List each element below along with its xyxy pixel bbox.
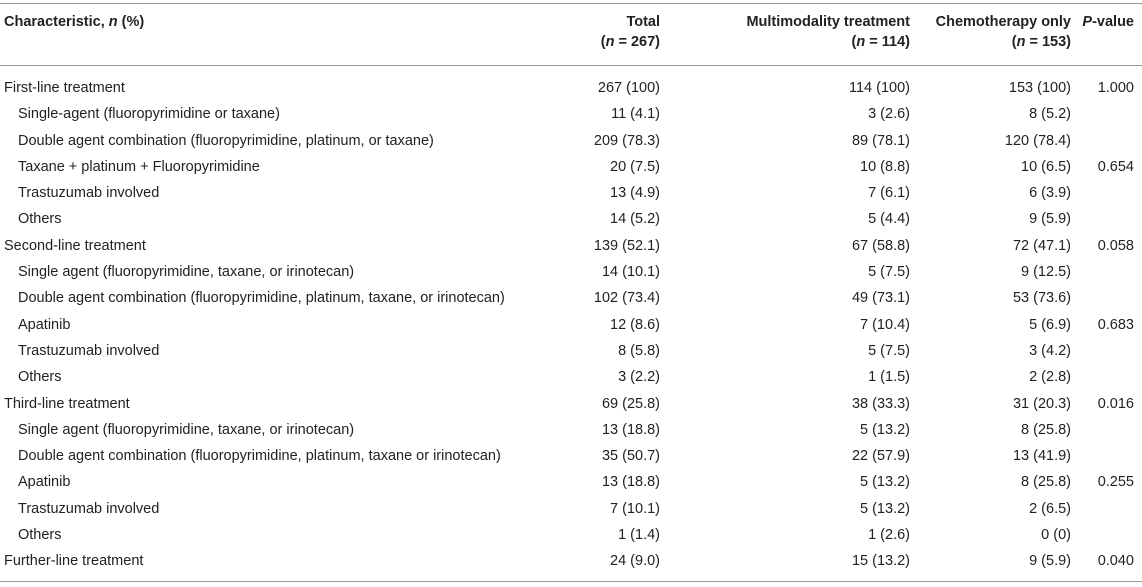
row-p-value: 0.683 — [1097, 316, 1134, 333]
table-body — [0, 75, 1142, 575]
row-label: Single-agent (fluoropyrimidine or taxane) — [18, 106, 280, 123]
row-label: Third-line treatment — [4, 395, 130, 412]
row-label: Single agent (fluoropyrimidine, taxane, or irinotecan) — [18, 421, 355, 438]
row-chemotherapy: 13 (41.9) — [1012, 448, 1071, 465]
row-total: 102 (73.4) — [593, 290, 660, 307]
header-chemotherapy-n: (n = 153) — [1011, 34, 1071, 50]
row-chemotherapy: 8 (25.8) — [1021, 421, 1071, 438]
row-chemotherapy: 2 (6.5) — [1029, 500, 1071, 517]
row-label: Single agent (fluoropyrimidine, taxane, or irinotecan) — [18, 264, 355, 281]
row-chemotherapy: 8 (25.8) — [1021, 474, 1071, 491]
row-chemotherapy: 5 (6.9) — [1029, 316, 1071, 333]
row-label: Apatinib — [18, 316, 71, 333]
header-multimodality-n: (n = 114) — [851, 34, 910, 50]
row-multimodality: 22 (57.9) — [851, 448, 910, 465]
header-multimodality — [720, 12, 910, 52]
table-row — [0, 522, 1142, 548]
row-chemotherapy: 2 (2.8) — [1029, 369, 1071, 386]
row-chemotherapy: 10 (6.5) — [1021, 158, 1071, 175]
row-total: 14 (5.2) — [610, 211, 660, 228]
row-label: Second-line treatment — [4, 237, 146, 254]
row-chemotherapy: 72 (47.1) — [1012, 237, 1071, 254]
row-total: 24 (9.0) — [610, 553, 660, 570]
row-chemotherapy: 153 (100) — [1008, 80, 1071, 96]
row-chemotherapy: 9 (5.9) — [1029, 211, 1071, 228]
row-total: 35 (50.7) — [601, 448, 660, 465]
row-total: 139 (52.1) — [593, 237, 660, 254]
row-total: 11 (4.1) — [611, 106, 660, 123]
row-label: Others — [18, 211, 62, 228]
row-total: 267 (100) — [597, 80, 660, 96]
row-label: Double agent combination (fluoropyrimidine, platinum, or taxane) — [18, 132, 434, 149]
row-multimodality: 5 (13.2) — [860, 500, 910, 517]
row-multimodality: 5 (4.4) — [868, 211, 910, 228]
row-total: 3 (2.2) — [618, 369, 660, 386]
table-row — [0, 338, 1142, 364]
row-label: Apatinib — [18, 474, 71, 491]
row-multimodality: 7 (10.4) — [860, 316, 910, 333]
row-p-value: 0.016 — [1097, 395, 1134, 412]
table-row — [0, 443, 1142, 469]
row-label: Trastuzumab involved — [18, 342, 160, 359]
row-multimodality: 3 (2.6) — [868, 106, 910, 123]
table-row — [0, 496, 1142, 522]
header-characteristic-n: n — [108, 14, 118, 30]
table-row — [0, 312, 1142, 338]
row-chemotherapy: 120 (78.4) — [1004, 132, 1071, 149]
row-chemotherapy: 9 (12.5) — [1021, 264, 1071, 281]
row-label: Trastuzumab involved — [18, 500, 160, 517]
row-label: Double agent combination (fluoropyrimidine, platinum, taxane, or irinotecan) — [18, 290, 505, 307]
row-multimodality: 10 (8.8) — [860, 158, 910, 175]
row-p-value: 1.000 — [1097, 80, 1134, 96]
row-label: Trastuzumab involved — [18, 185, 160, 202]
row-multimodality: 89 (78.1) — [851, 132, 910, 149]
row-label: Others — [18, 527, 62, 544]
header-total — [560, 12, 660, 52]
row-label: Further-line treatment — [4, 553, 144, 570]
row-total: 209 (78.3) — [593, 132, 660, 149]
row-total: 7 (10.1) — [610, 500, 660, 517]
table-row — [0, 233, 1142, 259]
top-rule — [0, 3, 1142, 4]
row-total: 8 (5.8) — [618, 342, 660, 359]
row-total: 13 (18.8) — [601, 421, 660, 438]
row-chemotherapy: 53 (73.6) — [1012, 290, 1071, 307]
row-total: 1 (1.4) — [618, 527, 660, 544]
table-row — [0, 364, 1142, 390]
row-total: 14 (10.1) — [601, 264, 660, 281]
table-row — [0, 469, 1142, 495]
header-characteristic-suffix: (%) — [117, 14, 145, 30]
row-chemotherapy: 0 (0) — [1041, 527, 1071, 544]
table-row — [0, 154, 1142, 180]
header-chemotherapy — [915, 12, 1071, 52]
table-row — [0, 206, 1142, 232]
header-p-letter: P — [1082, 14, 1093, 30]
row-multimodality: 5 (13.2) — [860, 421, 910, 438]
row-multimodality: 38 (33.3) — [851, 395, 910, 412]
header-total-n: (n = 267) — [600, 34, 660, 50]
row-multimodality: 114 (100) — [849, 80, 910, 96]
row-total: 20 (7.5) — [610, 158, 660, 175]
table-row — [0, 285, 1142, 311]
row-total: 69 (25.8) — [601, 395, 660, 412]
bottom-rule — [0, 581, 1142, 582]
row-p-value: 0.255 — [1097, 474, 1134, 491]
row-total: 13 (18.8) — [601, 474, 660, 491]
header-characteristic — [4, 12, 144, 32]
table-row — [0, 180, 1142, 206]
row-p-value: 0.040 — [1097, 553, 1134, 570]
row-total: 13 (4.9) — [610, 185, 660, 202]
row-multimodality: 5 (7.5) — [868, 342, 910, 359]
row-label: Double agent combination (fluoropyrimidine, platinum, taxane or irinotecan) — [18, 448, 501, 465]
row-multimodality: 5 (13.2) — [860, 474, 910, 491]
row-multimodality: 15 (13.2) — [851, 553, 910, 570]
header-chemotherapy-title: Chemotherapy only — [935, 14, 1071, 30]
row-chemotherapy: 6 (3.9) — [1029, 185, 1071, 202]
header-p-suffix: -value — [1092, 14, 1134, 30]
row-multimodality: 7 (6.1) — [868, 185, 910, 202]
row-label: First-line treatment — [4, 80, 125, 96]
table-row — [0, 128, 1142, 154]
header-rule — [0, 65, 1142, 66]
header-p-value — [1077, 12, 1134, 32]
header-multimodality-title: Multimodality treatment — [746, 14, 910, 30]
table-row — [0, 548, 1142, 574]
row-chemotherapy: 3 (4.2) — [1029, 342, 1071, 359]
header-characteristic-prefix: Characteristic, — [4, 14, 109, 30]
table-row — [0, 417, 1142, 443]
table-row — [0, 259, 1142, 285]
row-chemotherapy: 9 (5.9) — [1029, 553, 1071, 570]
table-row — [0, 101, 1142, 127]
table-row — [0, 75, 1142, 101]
row-total: 12 (8.6) — [610, 316, 660, 333]
row-multimodality: 49 (73.1) — [851, 290, 910, 307]
row-label: Others — [18, 369, 62, 386]
row-label: Taxane + platinum + Fluoropyrimidine — [18, 158, 260, 175]
header-total-title: Total — [626, 14, 660, 30]
row-chemotherapy: 31 (20.3) — [1012, 395, 1071, 412]
table-row — [0, 391, 1142, 417]
row-p-value: 0.654 — [1097, 158, 1134, 175]
row-chemotherapy: 8 (5.2) — [1029, 106, 1071, 123]
row-multimodality: 1 (2.6) — [868, 527, 910, 544]
row-p-value: 0.058 — [1097, 237, 1134, 254]
row-multimodality: 5 (7.5) — [868, 264, 910, 281]
row-multimodality: 1 (1.5) — [868, 369, 910, 386]
row-multimodality: 67 (58.8) — [851, 237, 910, 254]
